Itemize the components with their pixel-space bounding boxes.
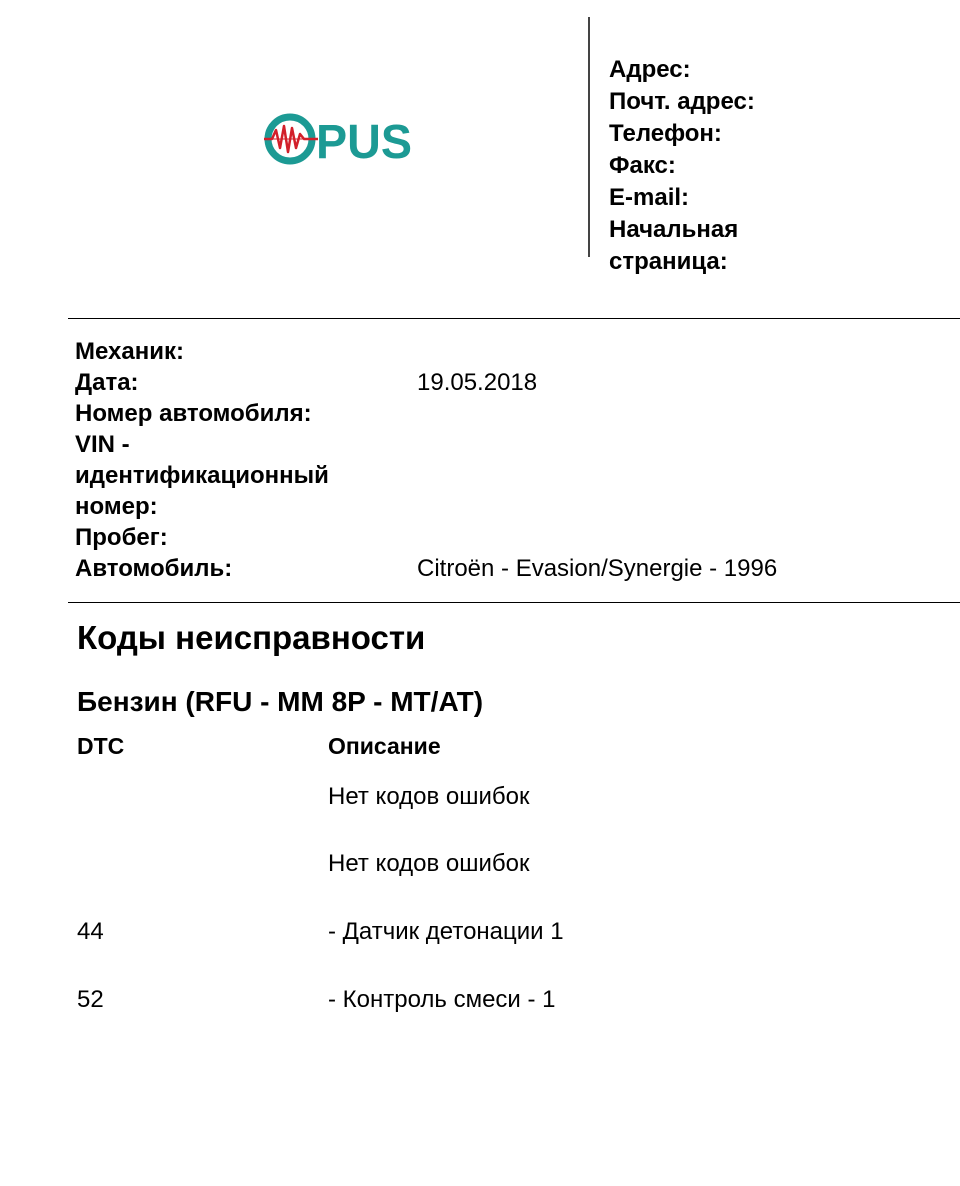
dtc-code: 52 [77,986,104,1013]
mechanic-label: Механик: [75,338,184,365]
info-row-vehicle [75,553,935,584]
info-row-plate [75,398,935,429]
dtc-description: - Контроль смеси - 1 [328,986,556,1013]
logo-text: PUS [316,116,412,169]
info-row-mechanic [75,336,935,367]
fax-label: Факс: [609,152,676,179]
description-column-header: Описание [328,733,441,759]
postal-address-label: Почт. адрес: [609,88,755,115]
vehicle-info [75,336,935,584]
opus-logo [262,106,422,172]
vehicle-value: Citroën - Evasion/Synergie - 1996 [417,555,778,582]
vin-label-line1: VIN - [75,431,130,458]
homepage-label-line1: Начальная [609,216,739,243]
info-row-vin-3 [75,491,935,522]
info-row-mileage [75,522,935,553]
section-title: Коды неисправности [77,619,426,656]
middle-rule [68,602,960,603]
section-subtitle: Бензин (RFU - MM 8P - MT/AT) [77,686,484,717]
address-label: Адрес: [609,56,691,83]
homepage-label-line2: страница: [609,248,728,275]
dtc-description: - Датчик детонации 1 [328,918,564,945]
date-label: Дата: [75,369,139,396]
dtc-column-header: DTC [77,733,125,759]
dtc-description: Нет кодов ошибок [328,783,530,810]
plate-label: Номер автомобиля: [75,400,312,427]
dtc-description: Нет кодов ошибок [328,850,530,877]
top-rule [68,318,960,319]
vehicle-label: Автомобиль: [75,555,233,582]
info-row-vin-1 [75,429,935,460]
vin-label-line2: идентификационный [75,462,329,489]
mileage-label: Пробег: [75,524,168,551]
header-divider [588,17,590,257]
contact-block [609,54,939,278]
phone-label: Телефон: [609,120,722,147]
email-label: E-mail: [609,184,690,211]
info-row-date [75,367,935,398]
vin-label-line3: номер: [75,493,158,520]
date-value: 19.05.2018 [417,369,538,396]
info-row-vin-2 [75,460,935,491]
dtc-code: 44 [77,918,104,945]
